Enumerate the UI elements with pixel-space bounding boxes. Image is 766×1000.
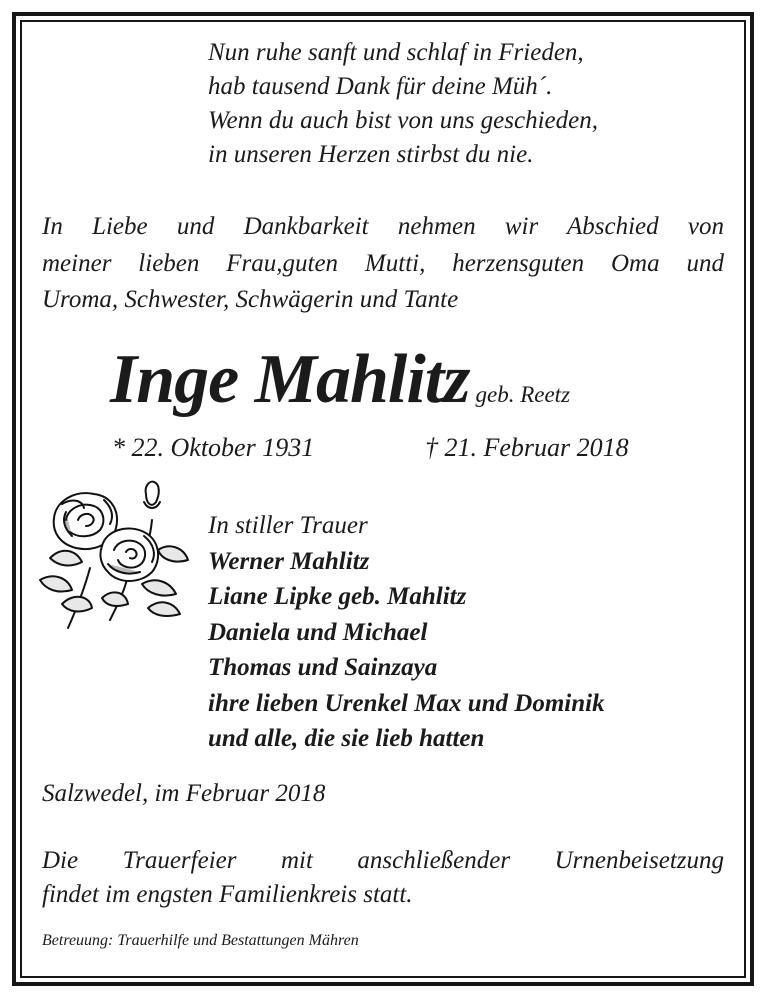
ceremony-notice: [42, 844, 724, 912]
ceremony-line: findet im engsten Familienkreis statt.: [42, 881, 413, 908]
deceased-name-line: [110, 340, 570, 420]
intro-line: Uroma, Schwester, Schwägerin und Tante: [42, 286, 459, 313]
mourner-name: Daniela und Michael: [208, 618, 428, 646]
intro-line: meiner lieben Frau,guten Mutti, herzensguten Oma und: [42, 249, 724, 277]
funeral-home-credit: Betreuung: Trauerhilfe und Bestattungen Mähren: [42, 932, 359, 949]
mourners-heading: In stiller Trauer: [208, 512, 368, 539]
poem-line: Nun ruhe sanft und schlaf in Frieden,: [208, 39, 584, 66]
deceased-name: Inge Mahlitz: [110, 341, 470, 418]
poem: [208, 36, 728, 172]
ceremony-line: Die Trauerfeier mit anschließender Urnenbeisetzung: [42, 847, 724, 874]
birth-name: geb. Reetz: [475, 382, 571, 407]
mourner-name: Liane Lipke geb. Mahlitz: [208, 583, 467, 610]
death-date: † 21. Februar 2018: [425, 433, 629, 462]
roses-illustration-icon: [32, 480, 192, 632]
place-and-date: Salzwedel, im Februar 2018: [42, 780, 326, 807]
mourners-section: [208, 508, 728, 757]
poem-line: Wenn du auch bist von uns geschieden,: [208, 107, 598, 134]
intro-line: In Liebe und Dankbarkeit nehmen wir Abschied von: [42, 213, 724, 240]
poem-line: hab tausend Dank für deine Müh´.: [208, 73, 553, 100]
intro-text: [42, 209, 724, 319]
mourner-name: ihre lieben Urenkel Max und Dominik: [208, 689, 605, 717]
birth-date: * 22. Oktober 1931: [112, 433, 315, 462]
poem-line: in unseren Herzen stirbst du nie.: [208, 141, 534, 168]
mourner-name: Werner Mahlitz: [208, 547, 370, 575]
mourner-name: und alle, die sie lieb hatten: [208, 725, 485, 752]
mourner-name: Thomas und Sainzaya: [208, 654, 438, 681]
